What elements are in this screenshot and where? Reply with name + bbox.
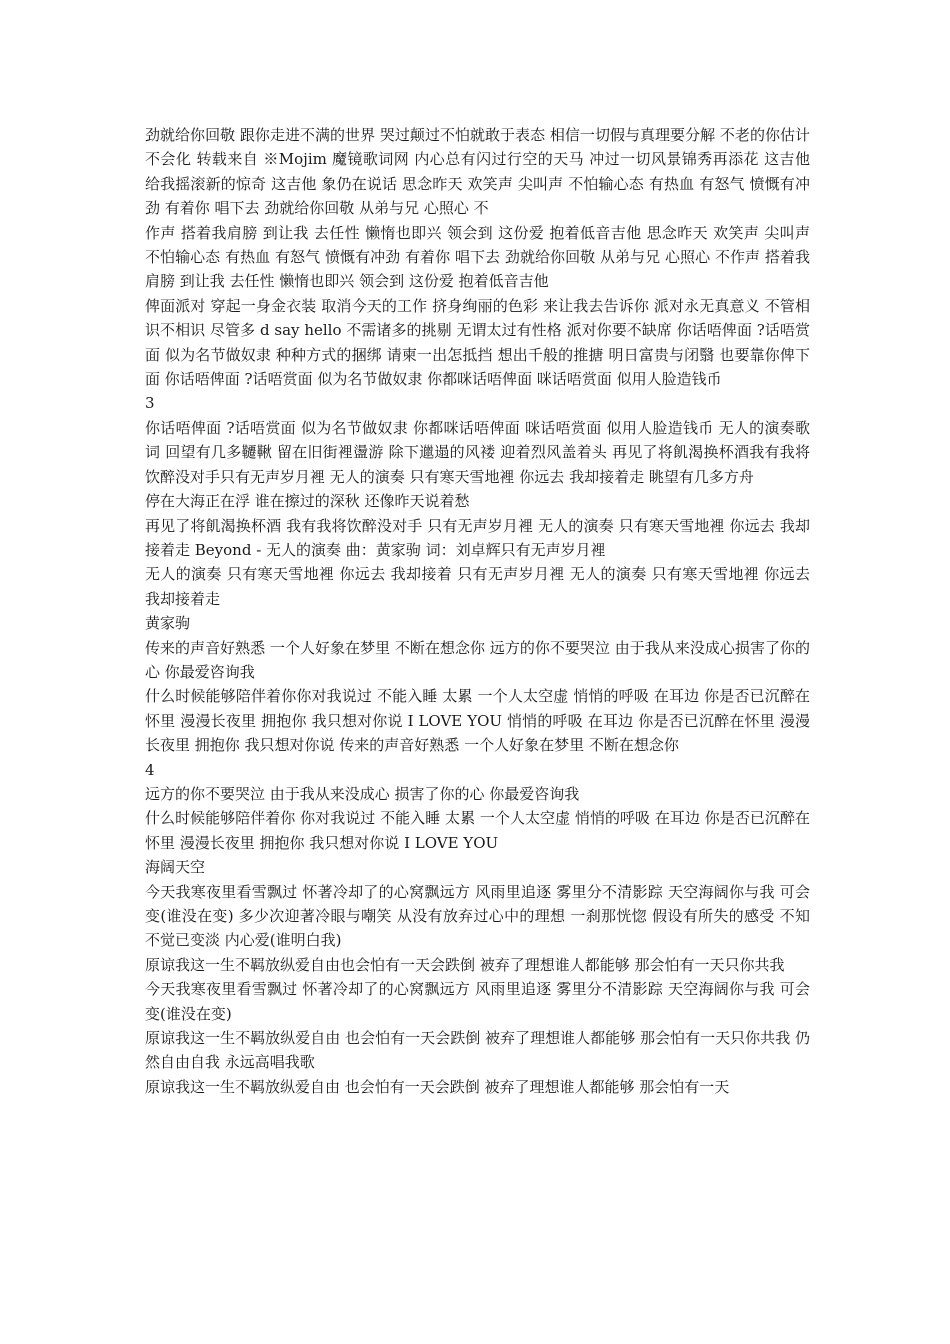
lyrics-paragraph-3: 俾面派对 穿起一身金衣装 取消今天的工作 挤身绚丽的色彩 来让我去告诉你 派对永无真意义 不管相识不相识 尽管多 d say hello 不需诸多的挑剔 无谓太过有性格 派对你要不缺席 你话唔俾面 ?话唔赏面 似为名节做奴隶 种种方式的捆绑 请柬一出怎抵挡 想出千般的推搪 明日富贵与闭翳 也要靠你俾下面 你话唔俾面 ?话唔赏面 似为名节做奴隶 你都咪话唔俾面 咪话唔赏面 似用人脸造钱币 [145, 296, 810, 389]
lyrics-paragraph-8: 传来的声音好熟悉 一个人好象在梦里 不断在想念你 远方的你不要哭泣 由于我从来没成心损害了你的心 你最爱咨询我 [145, 638, 810, 681]
lyrics-paragraph-13: 原谅我这一生不羁放纵爱自由也会怕有一天会跌倒 被弃了理想谁人都能够 那会怕有一天只你共我 [145, 955, 785, 974]
lyrics-paragraph-7: 无人的演奏 只有寒天雪地裡 你远去 我却接着 只有无声岁月裡 无人的演奏 只有寒天雪地裡 你远去 我却接着走 [145, 565, 810, 608]
song-credit: 黄家驹 [145, 614, 191, 633]
lyrics-paragraph-16: 原谅我这一生不羁放纵爱自由 也会怕有一天会跌倒 被弃了理想谁人都能够 那会怕有一天 [145, 1077, 730, 1096]
lyrics-paragraph-14: 今天我寒夜里看雪飘过 怀著冷却了的心窝飘远方 风雨里追逐 雾里分不清影踪 天空海阔你与我 可会变(谁没在变) [145, 980, 810, 1023]
lyrics-paragraph-11: 什么时候能够陪伴着你 你对我说过 不能入睡 太累 一个人太空虚 悄悄的呼吸 在耳边 你是否已沉醉在怀里 漫漫长夜里 拥抱你 我只想对你说 I LOVE YOU [145, 809, 810, 852]
lyrics-paragraph-6: 再见了将飢渴换杯酒 我有我将饮醉没对手 只有无声岁月裡 无人的演奏 只有寒天雪地裡 你远去 我却接着走 Beyond - 无人的演奏 曲：黄家驹 词：刘卓辉只有无声岁月裡 [145, 516, 810, 559]
lyrics-paragraph-15: 原谅我这一生不羁放纵爱自由 也会怕有一天会跌倒 被弃了理想谁人都能够 那会怕有一天只你共我 仍然自由自我 永远高唱我歌 [145, 1029, 810, 1072]
lyrics-paragraph-12: 今天我寒夜里看雪飘过 怀著冷却了的心窝飘远方 风雨里追逐 雾里分不清影踪 天空海阔你与我 可会变(谁没在变) 多少次迎著冷眼与嘲笑 从没有放弃过心中的理想 一刹那恍惚 假设有所失的感受 不知不觉已变淡 内心爱(谁明白我) [145, 882, 810, 950]
page-number-4: 4 [145, 760, 155, 779]
lyrics-paragraph-5: 停在大海正在浮 谁在擦过的深秋 还像昨天说着愁 [145, 492, 470, 511]
document-body [145, 123, 810, 1099]
lyrics-paragraph-4: 你话唔俾面 ?话唔赏面 似为名节做奴隶 你都咪话唔俾面 咪话唔赏面 似用人脸造钱币 无人的演奏歌词 回望有几多韆鞦 留在旧街裡盪游 除下邋遢的风褛 迎着烈风盖着头 再见了将飢渴换杯酒我有我将饮醉没对手只有无声岁月裡 无人的演奏 只有寒天雪地裡 你远去 我却接着走 眺望有几多方舟 [145, 418, 810, 486]
lyrics-paragraph-10: 远方的你不要哭泣 由于我从来没成心 损害了你的心 你最爱咨询我 [145, 784, 580, 803]
lyrics-paragraph-2: 作声 搭着我肩膀 到让我 去任性 懒惰也即兴 领会到 这份爱 抱着低音吉他 思念昨天 欢笑声 尖叫声 不怕输心态 有热血 有怒气 愤慨有冲劲 有着你 唱下去 劲就给你回敬 从弟与兄 心照心 不作声 搭着我肩膀 到让我 去任性 懒惰也即兴 领会到 这份爱 抱着低音吉他 [145, 223, 810, 291]
song-title: 海阔天空 [145, 858, 206, 877]
lyrics-paragraph-9: 什么时候能够陪伴着你你对我说过 不能入睡 太累 一个人太空虚 悄悄的呼吸 在耳边 你是否已沉醉在怀里 漫漫长夜里 拥抱你 我只想对你说 I LOVE YOU 悄悄的呼吸 在耳边 你是否已沉醉在怀里 漫漫长夜里 拥抱你 我只想对你说 传来的声音好熟悉 一个人好象在梦里 不断在想念你 [145, 687, 810, 755]
lyrics-paragraph-1: 劲就给你回敬 跟你走进不满的世界 哭过颠过不怕就敢于表态 相信一切假与真理要分解 不老的你估计不会化 转载来自 ※Mojim 魔镜歌词网 内心总有闪过行空的天马 冲过一切风景锦秀再添花 这吉他 给我摇滚新的惊奇 这吉他 象仍在说话 思念昨天 欢笑声 尖叫声 不怕输心态 有热血 有怒气 愤慨有冲劲 有着你 唱下去 劲就给你回敬 从弟与兄 心照心 不 [145, 126, 810, 218]
page-number-3: 3 [145, 394, 155, 413]
